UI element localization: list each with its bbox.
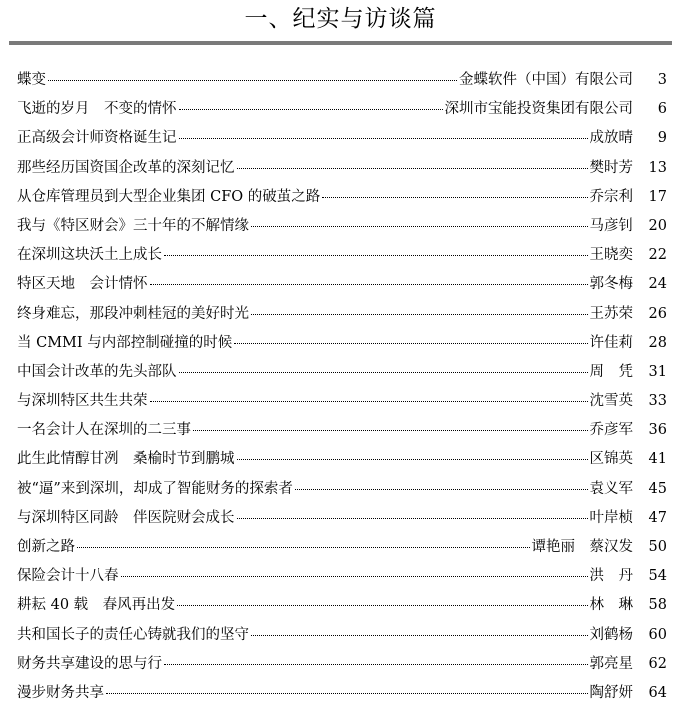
- toc-entry[interactable]: [17, 358, 667, 387]
- dot-leader: [106, 692, 588, 694]
- entry-page-number: 62: [648, 655, 667, 672]
- entry-author: 马彦钊: [589, 217, 633, 234]
- dot-leader: [237, 167, 588, 169]
- toc-entry[interactable]: [17, 183, 667, 212]
- dot-leader: [251, 634, 588, 636]
- toc-entry[interactable]: [17, 445, 667, 474]
- entry-author: 乔宗利: [589, 188, 633, 205]
- dot-leader: [251, 225, 588, 227]
- entry-page-number: 28: [648, 334, 667, 351]
- entry-title: 创新之路: [17, 539, 75, 555]
- dot-leader: [150, 283, 588, 285]
- toc-entry[interactable]: [17, 475, 667, 504]
- dot-leader: [179, 137, 588, 139]
- toc-entry[interactable]: [17, 270, 667, 299]
- entry-author: 沈雪英: [589, 393, 633, 410]
- entry-author: 区锦英: [589, 451, 633, 468]
- toc-entry[interactable]: [17, 300, 667, 329]
- entry-author: 樊时芳: [589, 159, 633, 176]
- entry-author: 王晓奕: [589, 247, 633, 264]
- dot-leader: [193, 429, 588, 431]
- entry-title: 财务共享建设的思与行: [17, 655, 162, 672]
- entry-author: 林 琳: [589, 597, 633, 614]
- entry-title: 终身难忘，那段冲刺桂冠的美好时光: [17, 305, 249, 322]
- entry-page-number: 36: [648, 422, 667, 439]
- toc-entry[interactable]: [17, 124, 667, 153]
- entry-page-number: 64: [648, 684, 667, 701]
- section-title: 一、纪实与访谈篇: [244, 6, 437, 32]
- toc-entry[interactable]: [17, 504, 667, 533]
- toc-entry[interactable]: [17, 387, 667, 416]
- entry-page-number: 33: [648, 393, 667, 410]
- entry-author: 陶舒妍: [589, 684, 633, 701]
- dot-leader: [179, 108, 443, 110]
- entry-author: 乔彦军: [589, 422, 633, 439]
- entry-page-number: 24: [648, 276, 667, 293]
- entry-page-number: 13: [648, 159, 667, 176]
- entry-page-number: 3: [657, 72, 667, 88]
- entry-page-number: 45: [648, 480, 667, 497]
- dot-leader: [177, 604, 587, 606]
- entry-title: 飞逝的岁月 不变的情怀: [17, 101, 177, 118]
- toc-entry[interactable]: [17, 591, 667, 620]
- entry-author: 谭艳丽 蔡汉发: [531, 539, 633, 555]
- toc-entry[interactable]: [17, 154, 667, 183]
- title-divider: [9, 41, 672, 45]
- dot-leader: [179, 371, 588, 373]
- toc-entry[interactable]: [17, 650, 667, 679]
- dot-leader: [121, 575, 588, 577]
- entry-title: 一名会计人在深圳的二三事: [17, 422, 191, 439]
- entry-title: 耕耘 40 载 春风再出发: [17, 597, 176, 614]
- entry-title: 被“逼”来到深圳，却成了智能财务的探索者: [17, 480, 293, 497]
- entry-page-number: 6: [657, 101, 667, 118]
- toc-entry[interactable]: [17, 329, 667, 358]
- entry-page-number: 20: [648, 217, 667, 234]
- dot-leader: [48, 79, 457, 81]
- entry-title: 漫步财务共享: [17, 684, 104, 701]
- entry-title: 共和国长子的责任心铸就我们的坚守: [17, 626, 249, 643]
- toc-list: [17, 66, 667, 708]
- entry-page-number: 50: [648, 539, 667, 555]
- entry-author: 刘鹤杨: [589, 626, 633, 643]
- entry-title: 此生此情醇甘冽 桑榆时节到鹏城: [17, 451, 235, 468]
- entry-page-number: 47: [648, 509, 667, 526]
- dot-leader: [322, 196, 587, 198]
- entry-title: 我与《特区财会》三十年的不解情缘: [17, 217, 249, 234]
- entry-title: 与深圳特区共生共荣: [17, 393, 148, 410]
- entry-page-number: 26: [648, 305, 667, 322]
- dot-leader: [251, 313, 588, 315]
- entry-page-number: 58: [648, 597, 667, 614]
- entry-title: 正高级会计师资格诞生记: [17, 130, 177, 147]
- dot-leader: [164, 254, 588, 256]
- entry-page-number: 54: [648, 568, 667, 585]
- toc-entry[interactable]: [17, 95, 667, 124]
- toc-entry[interactable]: [17, 621, 667, 650]
- entry-title: 与深圳特区同龄 伴医院财会成长: [17, 509, 235, 526]
- entry-title: 从仓库管理员到大型企业集团 CFO 的破茧之路: [17, 188, 321, 205]
- entry-page-number: 31: [648, 363, 667, 380]
- dot-leader: [150, 400, 588, 402]
- entry-author: 成放晴: [589, 130, 633, 147]
- dot-leader: [295, 488, 588, 490]
- entry-author: 叶岸桢: [589, 509, 633, 526]
- entry-author: 洪 丹: [589, 568, 633, 585]
- toc-entry[interactable]: [17, 66, 667, 95]
- entry-page-number: 9: [657, 130, 667, 147]
- entry-author: 深圳市宝能投资集团有限公司: [444, 101, 633, 118]
- toc-entry[interactable]: [17, 241, 667, 270]
- dot-leader: [77, 546, 530, 548]
- entry-author: 王苏荣: [589, 305, 633, 322]
- toc-entry[interactable]: [17, 562, 667, 591]
- entry-title: 中国会计改革的先头部队: [17, 363, 177, 380]
- entry-author: 郭冬梅: [589, 276, 633, 293]
- dot-leader: [237, 517, 588, 519]
- entry-author: 许佳莉: [589, 334, 633, 351]
- entry-title: 在深圳这块沃土上成长: [17, 247, 162, 264]
- entry-title: 特区天地 会计情怀: [17, 276, 148, 293]
- toc-entry[interactable]: [17, 416, 667, 445]
- entry-page-number: 60: [648, 626, 667, 643]
- entry-title: 蝶变: [17, 72, 46, 88]
- entry-author: 金蝶软件（中国）有限公司: [459, 72, 633, 88]
- toc-entry[interactable]: [17, 212, 667, 241]
- dot-leader: [164, 663, 588, 665]
- entry-author: 袁义军: [589, 480, 633, 497]
- toc-entry[interactable]: [17, 533, 667, 562]
- entry-page-number: 17: [648, 188, 667, 205]
- entry-author: 周 凭: [589, 363, 633, 380]
- dot-leader: [237, 458, 588, 460]
- entry-title: 那些经历国资国企改革的深刻记忆: [17, 159, 235, 176]
- entry-title: 当 CMMI 与内部控制碰撞的时候: [17, 334, 233, 351]
- toc-entry[interactable]: [17, 679, 667, 708]
- entry-page-number: 41: [648, 451, 667, 468]
- entry-page-number: 22: [648, 247, 667, 264]
- dot-leader: [234, 342, 587, 344]
- entry-title: 保险会计十八春: [17, 568, 119, 585]
- entry-author: 郭亮星: [589, 655, 633, 672]
